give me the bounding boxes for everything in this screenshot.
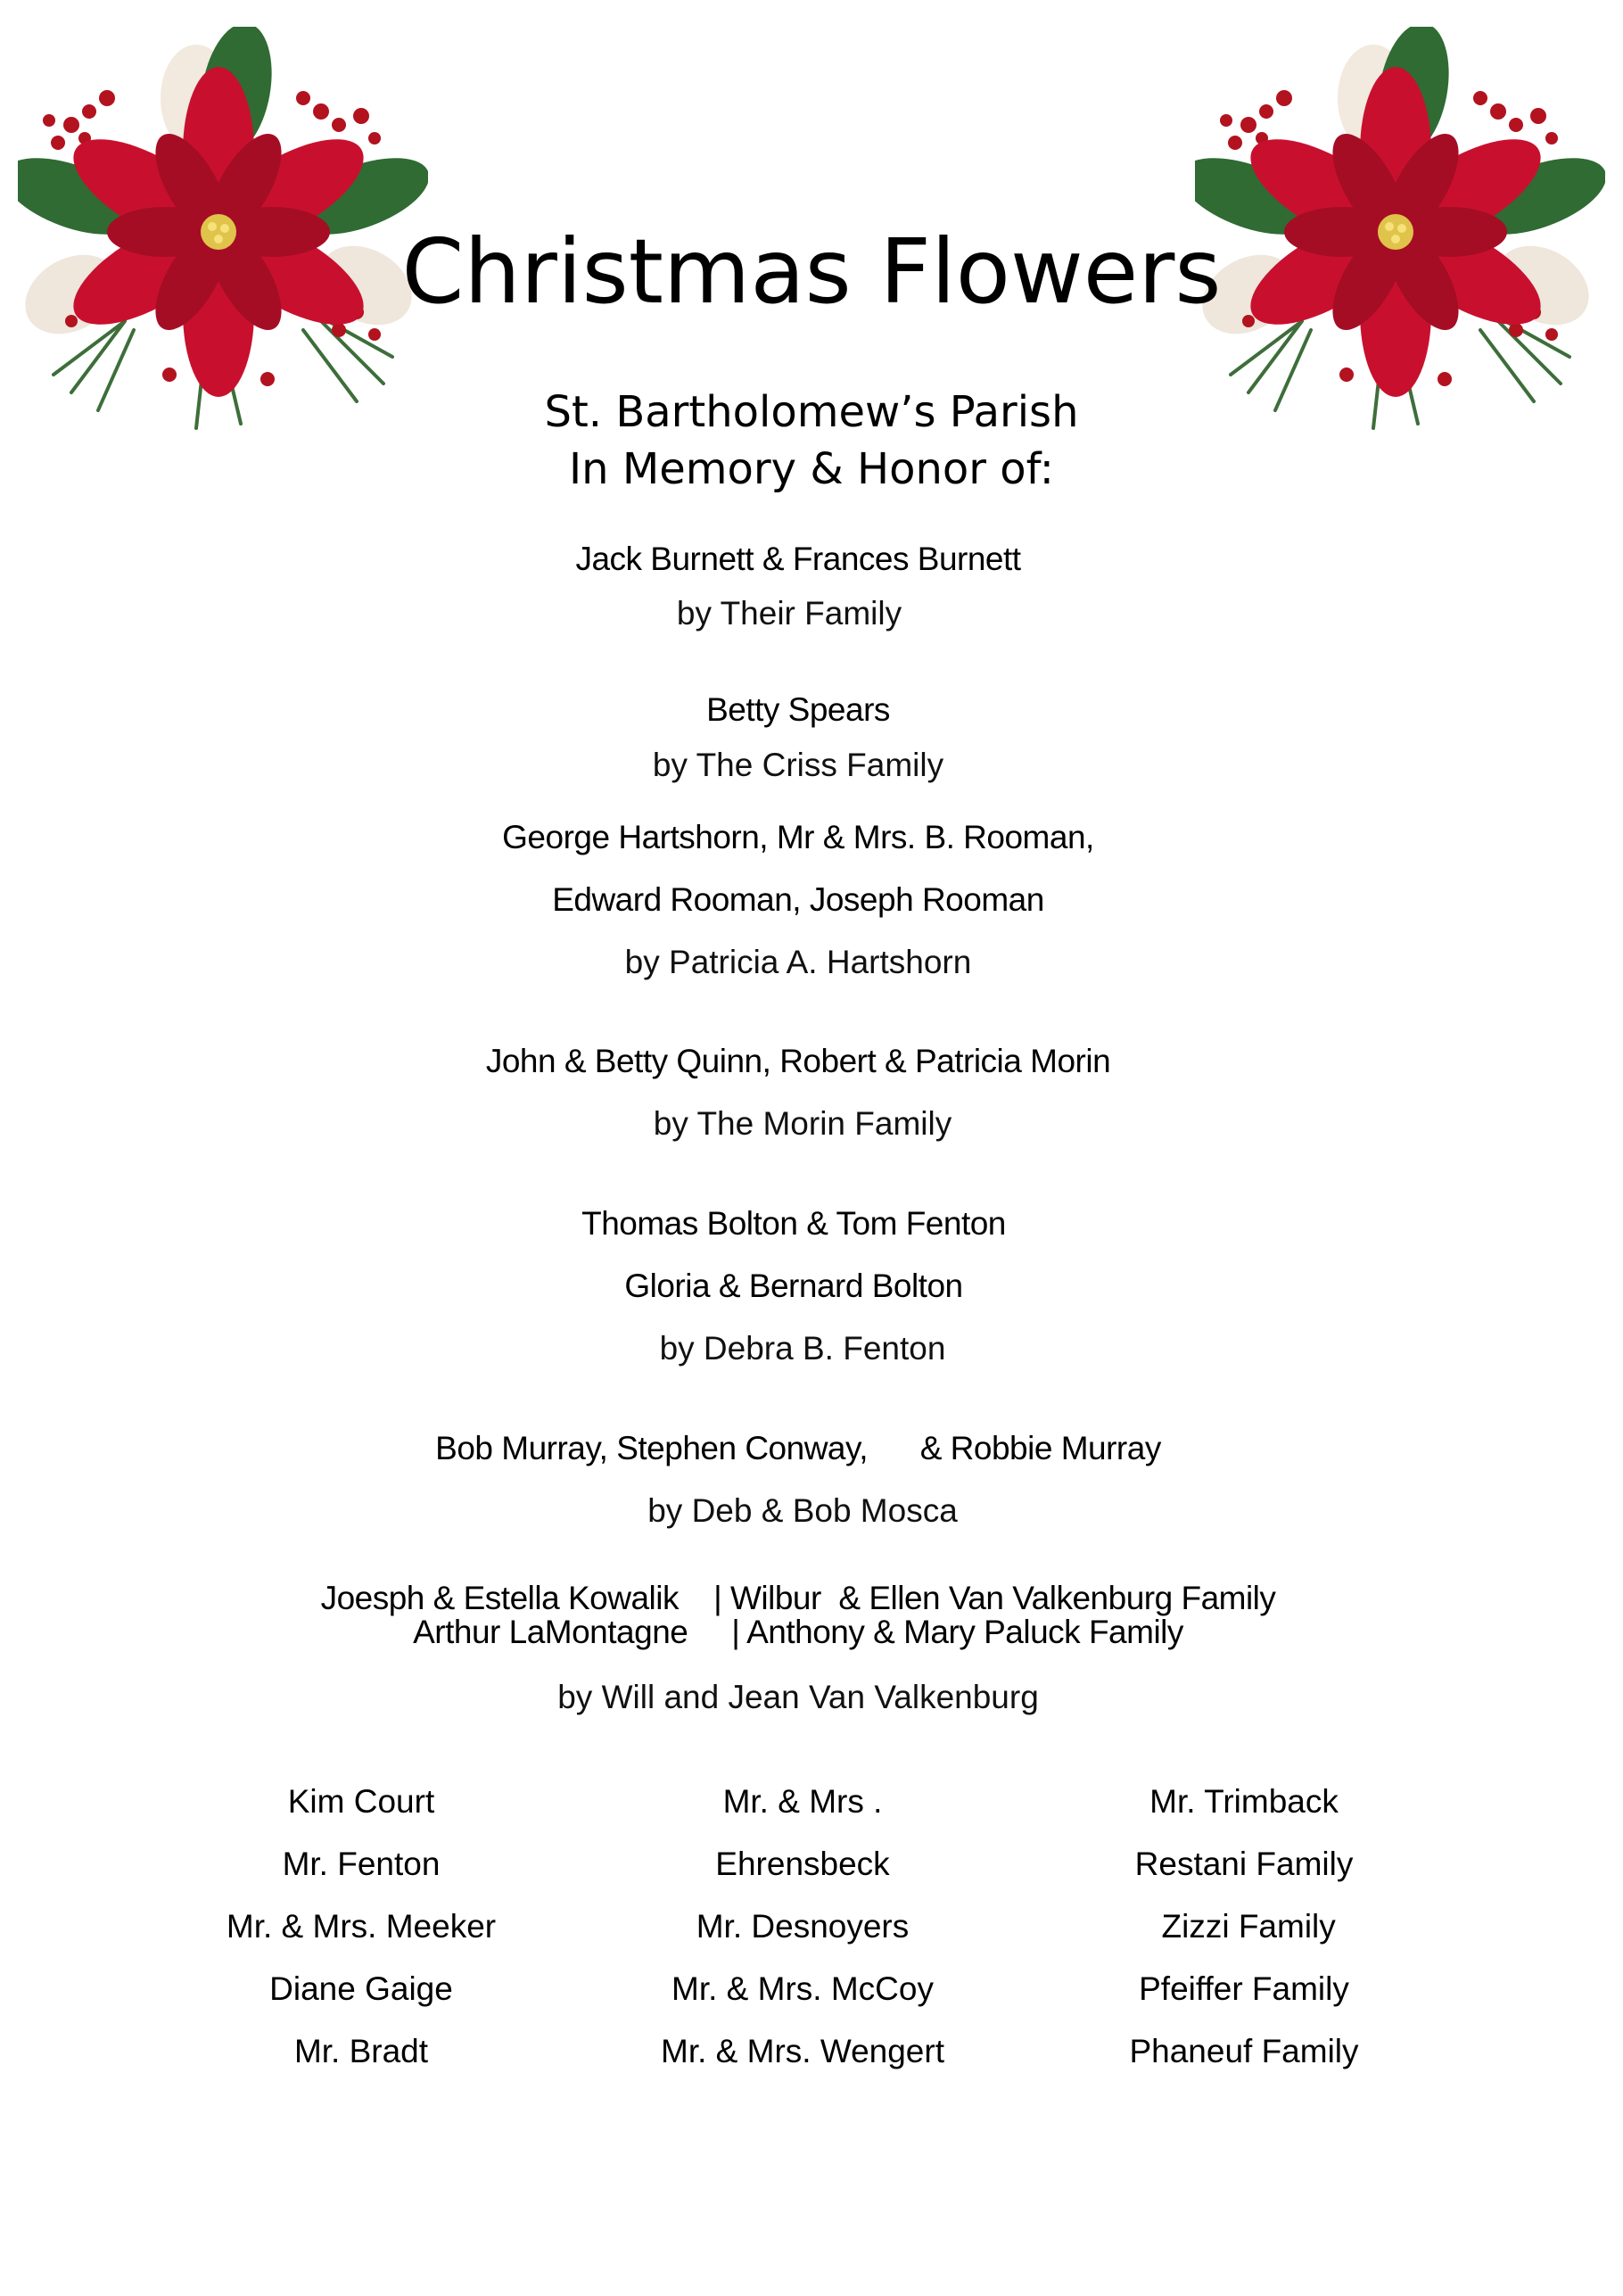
dedication-names: Edward Rooman, Joseph Rooman — [552, 881, 1044, 918]
dedication-by: by Their Family — [676, 595, 902, 632]
memory-heading: In Memory & Honor of: — [569, 444, 1054, 494]
dedication-names: George Hartshorn, Mr & Mrs. B. Rooman, — [502, 819, 1094, 855]
dedication-names: Joesph & Estella Kowalik | Wilbur & Ellen Van Valkenburg Family — [320, 1580, 1276, 1616]
donor-name: Mr. Desnoyers — [696, 1908, 910, 1945]
dedication-names: Gloria & Bernard Bolton — [624, 1268, 963, 1304]
donor-name: Kim Court — [287, 1783, 435, 1820]
dedication-names: Bob Murray, Stephen Conway, & Robbie Murray — [435, 1430, 1161, 1466]
donor-column-2 — [571, 1771, 1034, 2083]
dedication-names: Arthur LaMontagne | Anthony & Mary Paluck Family — [413, 1614, 1183, 1650]
donor-name: Mr. Fenton — [282, 1846, 441, 1882]
dedication-names: Betty Spears — [706, 691, 890, 728]
donor-name: Mr. & Mrs. McCoy — [671, 1970, 934, 2007]
donor-name: Ehrensbeck — [715, 1846, 890, 1882]
dedication-names: Jack Burnett & Frances Burnett — [575, 541, 1021, 577]
dedication-by: by Will and Jean Van Valkenburg — [557, 1679, 1039, 1715]
dedication-by: by The Criss Family — [652, 747, 944, 783]
parish-name: St. Bartholomew’s Parish — [544, 387, 1079, 437]
donor-name: Phaneuf Family — [1129, 2033, 1359, 2069]
donor-name: Pfeiffer Family — [1139, 1970, 1349, 2007]
dedication-names: Thomas Bolton & Tom Fenton — [581, 1205, 1006, 1242]
page-title: Christmas Flowers — [401, 219, 1222, 324]
donor-name: Mr. Trimback — [1149, 1783, 1339, 1820]
donor-name: Mr. Bradt — [293, 2033, 429, 2069]
dedication-by: by Patricia A. Hartshorn — [624, 944, 972, 980]
donor-name: Mr. & Mrs . — [722, 1783, 883, 1820]
donor-name: Mr. & Mrs. Meeker — [226, 1908, 497, 1945]
donor-name: Zizzi Family — [1152, 1908, 1336, 1945]
dedication-names: John & Betty Quinn, Robert & Patricia Morin — [485, 1043, 1111, 1079]
donor-column-1 — [129, 1771, 593, 2083]
dedication-by: by Deb & Bob Mosca — [647, 1492, 958, 1529]
donor-name: Restani Family — [1134, 1846, 1354, 1882]
dedication-by: by The Morin Family — [653, 1105, 952, 1142]
dedication-by: by Debra B. Fenton — [659, 1330, 946, 1367]
donor-name: Mr. & Mrs. Wengert — [661, 2033, 944, 2069]
donor-name: Diane Gaige — [269, 1970, 453, 2007]
donor-column-3 — [1012, 1771, 1476, 2083]
